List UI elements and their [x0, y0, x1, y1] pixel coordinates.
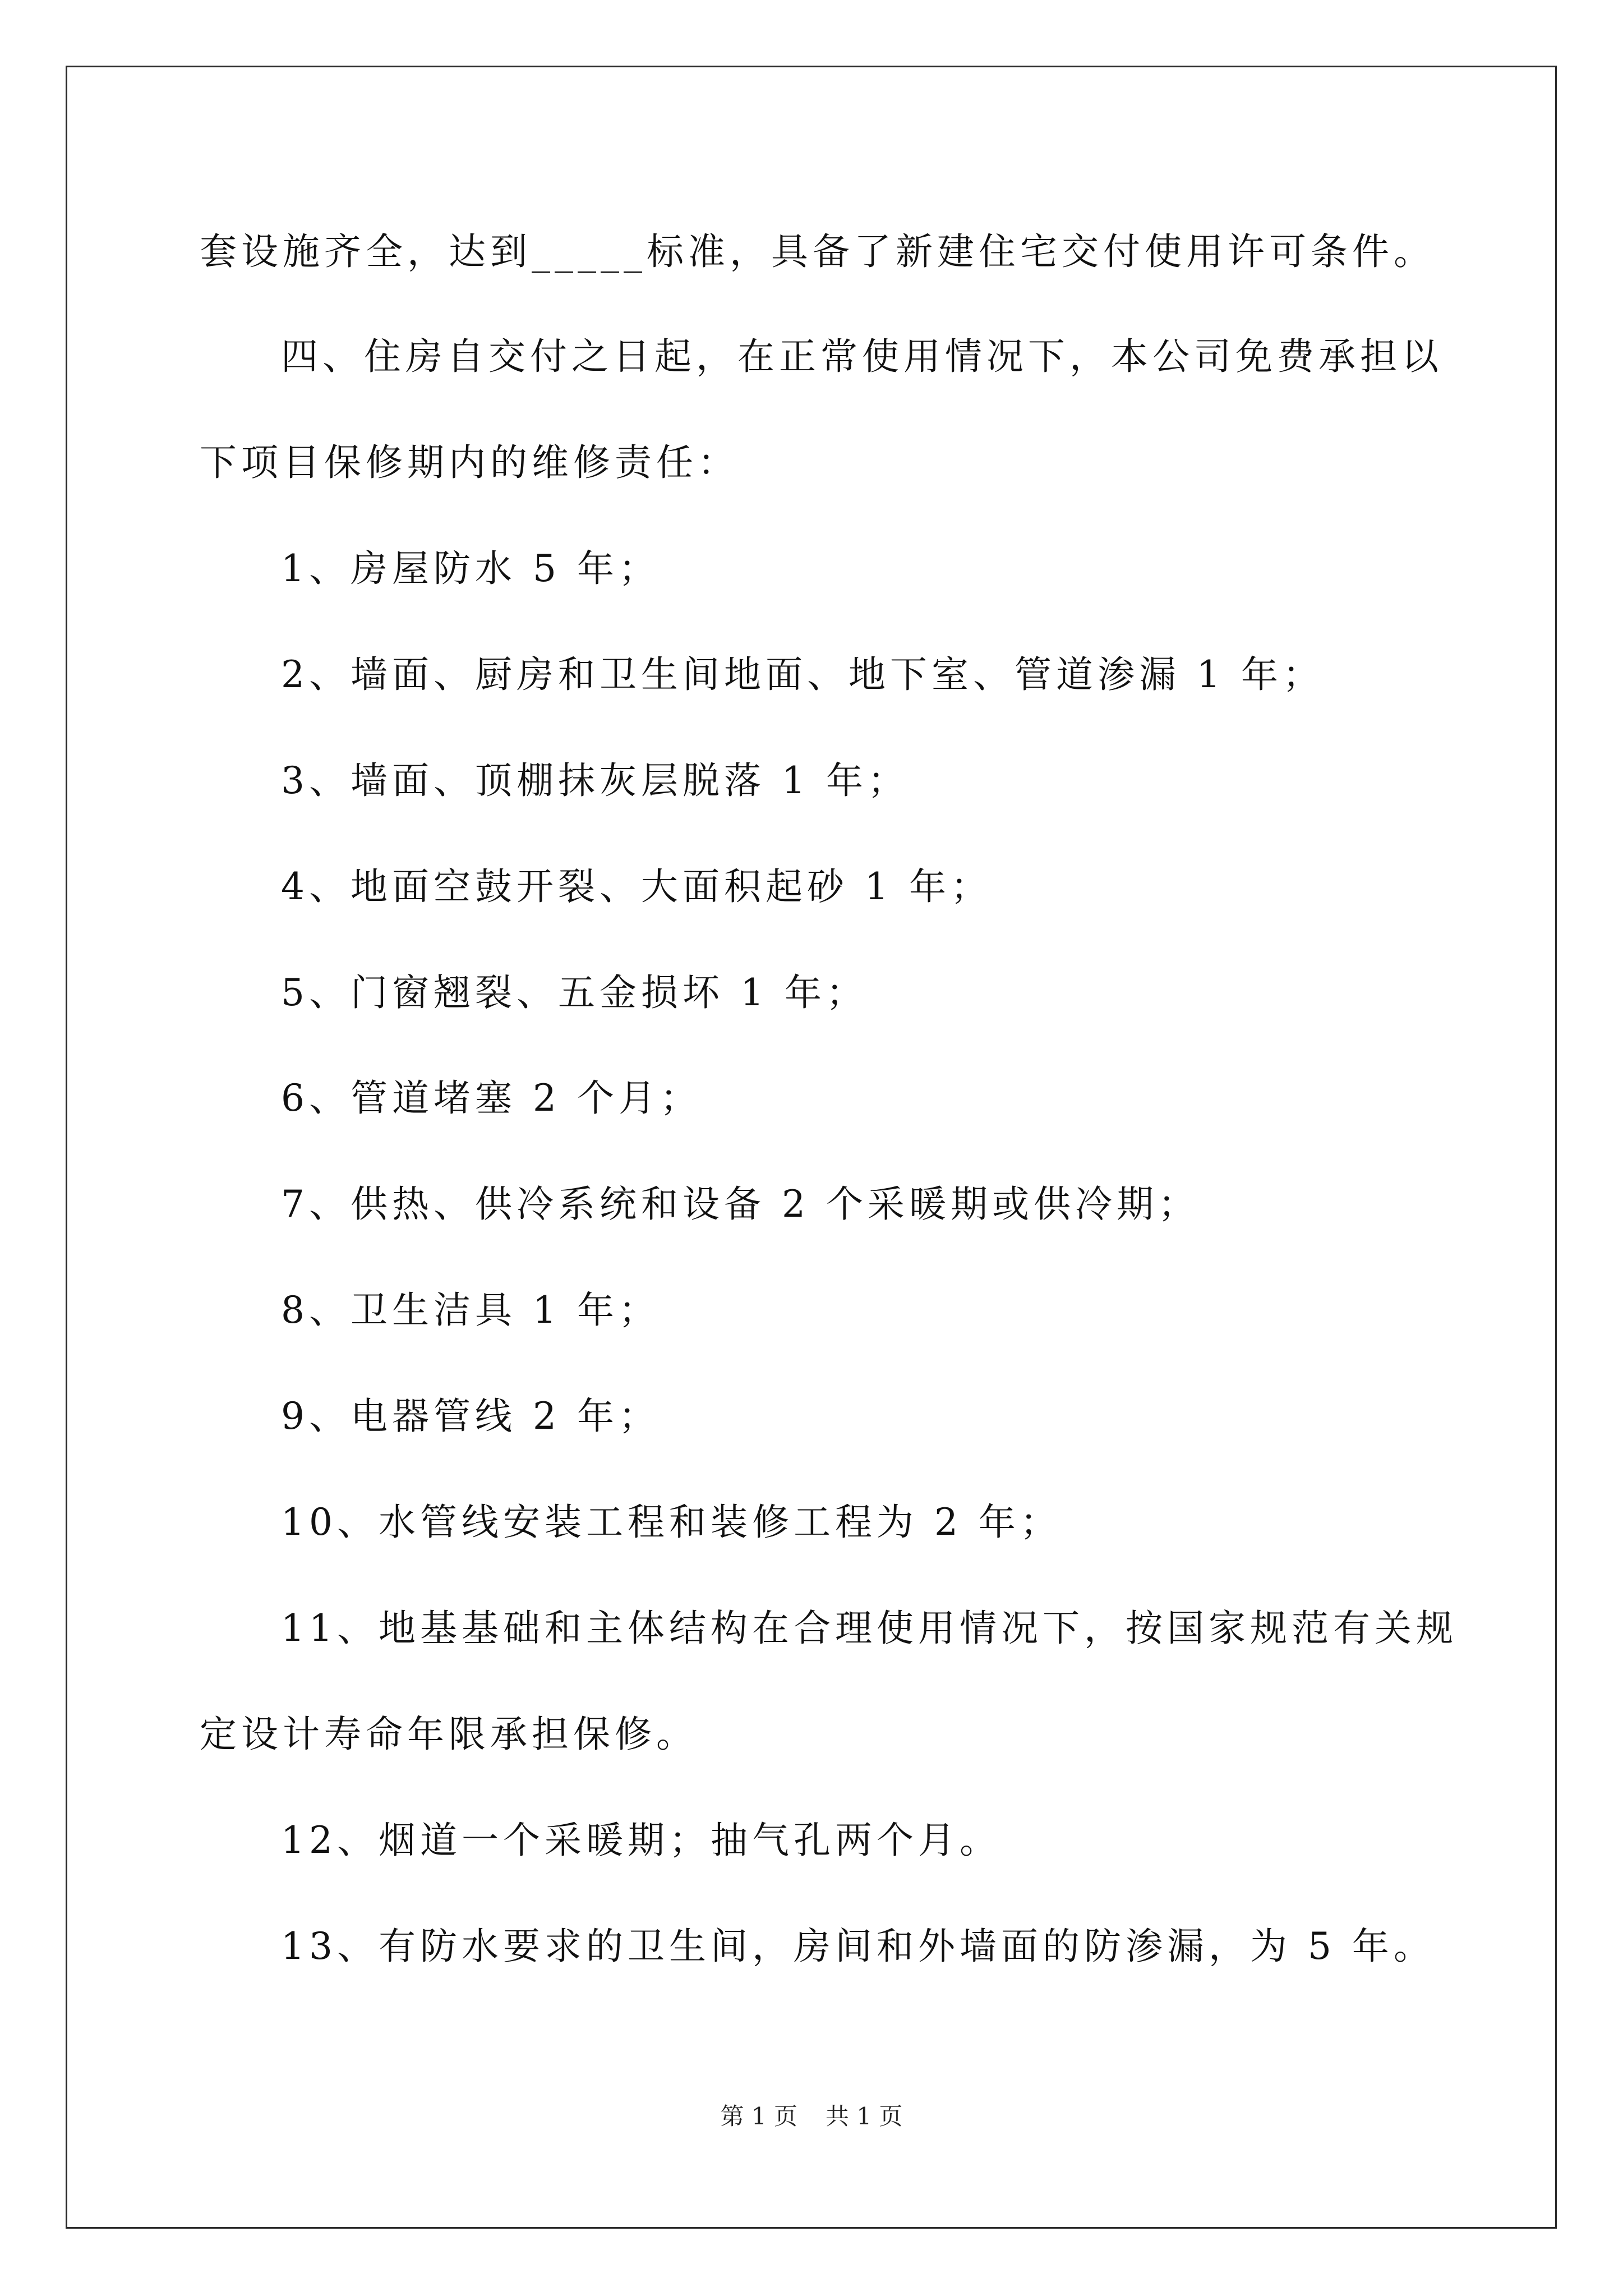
page-number: 第 1 页 [720, 2102, 797, 2130]
list-item-6: 6、管道堵塞 2 个月； [281, 1076, 702, 1120]
text-line-1: 套设施齐全，达到_____标准，具备了新建住宅交付使用许可条件。 [200, 230, 1435, 273]
text-line-2: 四、住房自交付之日起，在正常使用情况下，本公司免费承担以 [281, 335, 1443, 378]
list-item-7: 7、供热、供冷系统和设备 2 个采暖期或供冷期； [281, 1182, 1200, 1226]
text-line-3: 下项目保修期内的维修责任： [200, 441, 739, 484]
page-footer [0, 2101, 1623, 2132]
list-item-5: 5、门窗翘裂、五金损坏 1 年； [281, 971, 868, 1014]
list-item-1: 1、房屋防水 5 年； [281, 547, 660, 590]
list-item-4: 4、地面空鼓开裂、大面积起砂 1 年； [281, 865, 992, 908]
list-item-13: 13、有防水要求的卫生间，房间和外墙面的防渗漏，为 5 年。 [281, 1925, 1435, 1968]
page-total: 共 1 页 [826, 2102, 903, 2130]
list-item-11-continued: 定设计寿命年限承担保修。 [200, 1713, 698, 1756]
page-border [66, 66, 1557, 2229]
list-item-3: 3、墙面、顶棚抹灰层脱落 1 年； [281, 759, 909, 802]
list-item-12: 12、烟道一个采暖期；抽气孔两个月。 [281, 1819, 1001, 1862]
list-item-2: 2、墙面、厨房和卫生间地面、地下室、管道渗漏 1 年； [281, 653, 1324, 696]
list-item-9: 9、电器管线 2 年； [281, 1395, 660, 1438]
list-item-10: 10、水管线安装工程和装修工程为 2 年； [281, 1501, 1062, 1544]
list-item-8: 8、卫生洁具 1 年； [281, 1289, 660, 1332]
list-item-11: 11、地基基础和主体结构在合理使用情况下，按国家规范有关规 [281, 1607, 1458, 1650]
